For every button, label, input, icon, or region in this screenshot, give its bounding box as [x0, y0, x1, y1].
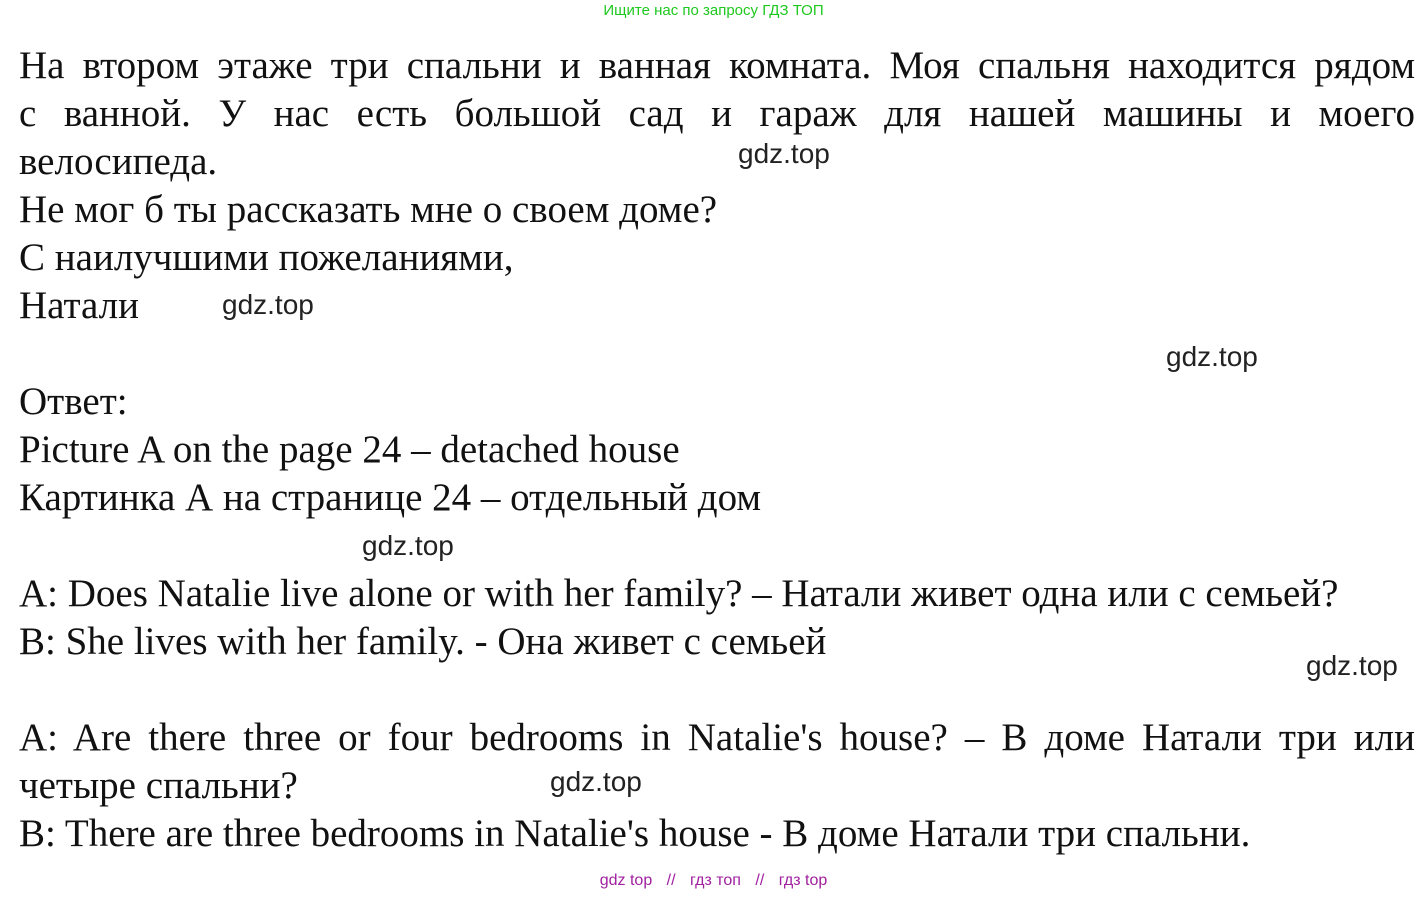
watermark: gdz.top: [738, 138, 830, 169]
footer-link[interactable]: гдз топ: [690, 872, 741, 889]
doc-line: Картинка А на странице 24 – отдельный дом: [19, 476, 762, 519]
answer-heading: Ответ:: [19, 380, 128, 423]
dialogue-line: A: Does Natalie live alone or with her family? – Натали живет одна или с семьей?: [19, 572, 1339, 615]
watermark: gdz.top: [550, 766, 642, 797]
doc-line: Натали: [19, 284, 139, 327]
watermark: gdz.top: [1166, 341, 1258, 372]
dialogue-line: B: There are three bedrooms in Natalie's house - В доме Натали три спальни.: [19, 812, 1251, 855]
dialogue-line: A: Are there three or four bedrooms in Natalie's house? – В доме Натали три или: [19, 716, 1415, 759]
doc-line: велосипеда.: [19, 140, 218, 183]
blank-line: [19, 666, 1415, 714]
doc-line: На втором этаже три спальни и ванная комната. Моя спальня находится рядом: [19, 44, 1415, 87]
footer-links: [0, 872, 1427, 890]
dialogue-line: B: She lives with her family. - Она живет с семьей: [19, 620, 827, 663]
dialogue-line: четыре спальни?: [19, 764, 298, 807]
watermark: gdz.top: [362, 530, 454, 561]
footer-separator: //: [755, 872, 765, 889]
footer-link[interactable]: гдз top: [778, 872, 828, 889]
footer-link[interactable]: gdz top: [599, 872, 653, 889]
footer-separator: //: [666, 872, 676, 889]
blank-line: [19, 522, 1415, 570]
doc-line: С наилучшими пожеланиями,: [19, 236, 514, 279]
search-hint: Ищите нас по запросу ГДЗ ТОП: [603, 2, 824, 19]
watermark: gdz.top: [222, 289, 314, 320]
doc-line: с ванной. У нас есть большой сад и гараж для нашей машины и моего: [19, 92, 1415, 135]
watermark: gdz.top: [1306, 650, 1398, 681]
document-body: [19, 42, 1415, 858]
doc-line: Picture A on the page 24 – detached house: [19, 428, 680, 471]
doc-line: Не мог б ты рассказать мне о своем доме?: [19, 188, 718, 231]
